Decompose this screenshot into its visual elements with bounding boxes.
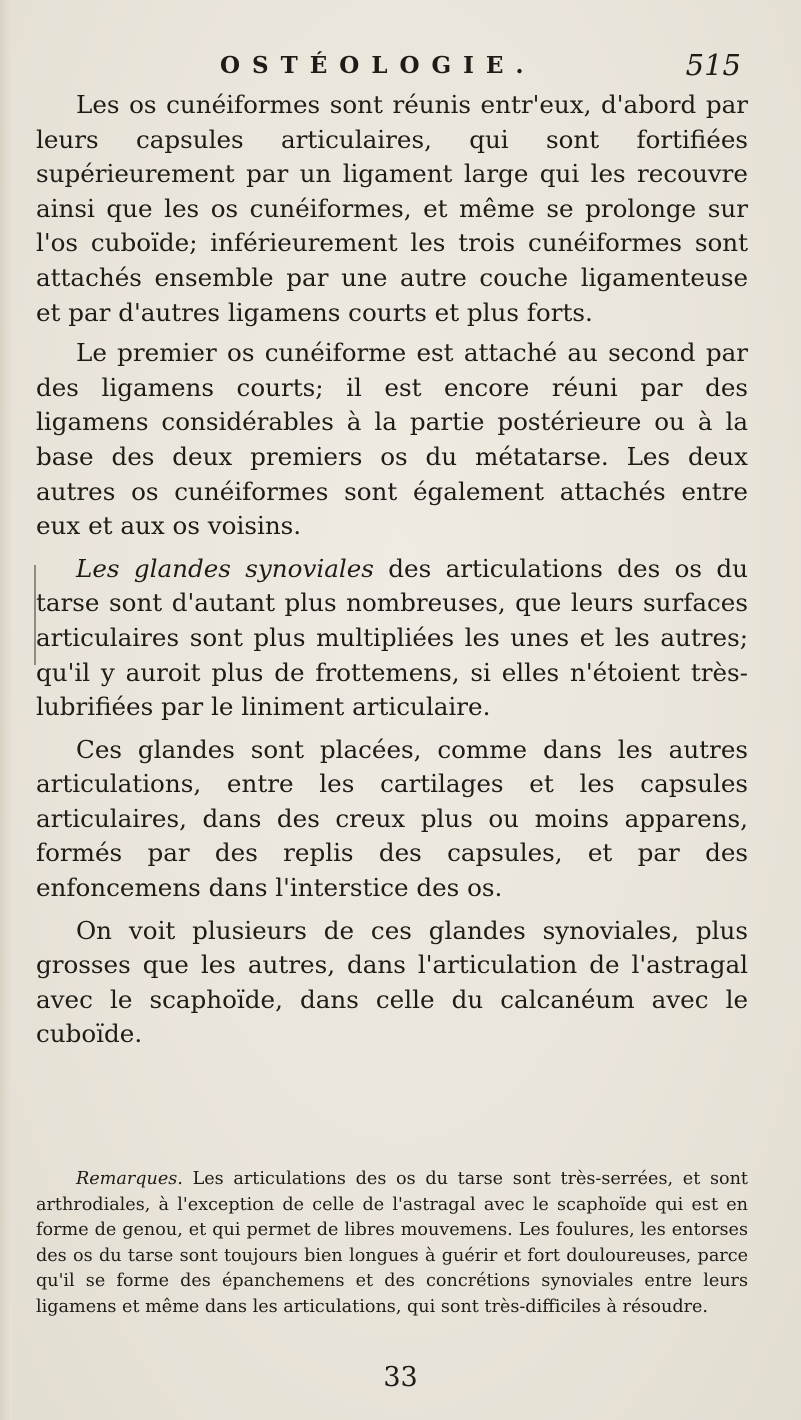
paragraph-large-glands: On voit plusieurs de ces glandes synoviales, plus grosses que les autres, dans l'articulation de l'astragal avec le scaphoïde, dans celle du calcanéum avec le cuboïde.: [36, 915, 748, 1049]
margin-mark: [34, 565, 36, 665]
remarks-text: Les articulations des os du tarse sont très-serrées, et sont arthrodiales, à l'exception de celle de l'astragal avec le scaphoïde qui est en forme de genou, et qui permet de libres mouvemens. Les foulures, les entorses des os du tarse sont toujours bien longues à guérir et fort douloureuses, parce qu'il se forme des épanchemens et des concrétions synoviales entre leurs ligamens et même dans les articulations, qui sont très-difficiles à résoudre.: [36, 1169, 748, 1317]
paragraph-gland-placement: Ces glandes sont placées, comme dans les autres articulations, entre les cartilages et les capsules articulaires, dans des creux plus ou moins apparens, formés par des replis des capsules, et par des enfoncemens dans l'interstice des os.: [36, 734, 748, 903]
synovial-glands-term: Les glandes synoviales: [76, 553, 374, 583]
remarks-label: Remarques.: [76, 1169, 183, 1189]
paragraph-cuneiform-union: Les os cunéiformes sont réunis entr'eux, d'abord par leurs capsules articulaires, qui sont fortifiées supérieurement par un ligament large qui les recouvre ainsi que les os cunéiformes, et même se prolonge sur l'os cuboïde; inférieurement les trois cunéiformes sont attachés ensemble par une autre couche ligamenteuse et par d'autres ligamens courts et plus forts.: [36, 90, 748, 327]
synovial-glands-text: des articulations des os du tarse sont d'autant plus nombreuses, que leurs surfaces articulaires sont plus multipliées les unes et les autres; qu'il y auroit plus de frottemens, si elles n'étoient très-lubrifiées par le liniment articulaire.: [36, 553, 748, 722]
paragraph-synovial-glands: [36, 552, 748, 725]
body-text: [36, 80, 748, 1052]
running-title: OSTÉOLOGIE.: [220, 52, 536, 79]
signature-mark: 33: [383, 1362, 418, 1393]
paragraph-first-cuneiform: Le premier os cunéiforme est attaché au second par des ligamens courts; il est encore réuni par des ligamens considérables à la partie postérieure ou à la base des deux premiers os du métatarse. Les deux autres os cunéiformes sont également attachés entre eux et aux os voisins.: [36, 338, 748, 541]
page-gutter: [0, 0, 12, 1420]
remarks-note: [36, 1167, 748, 1320]
page-number: 515: [685, 48, 741, 82]
